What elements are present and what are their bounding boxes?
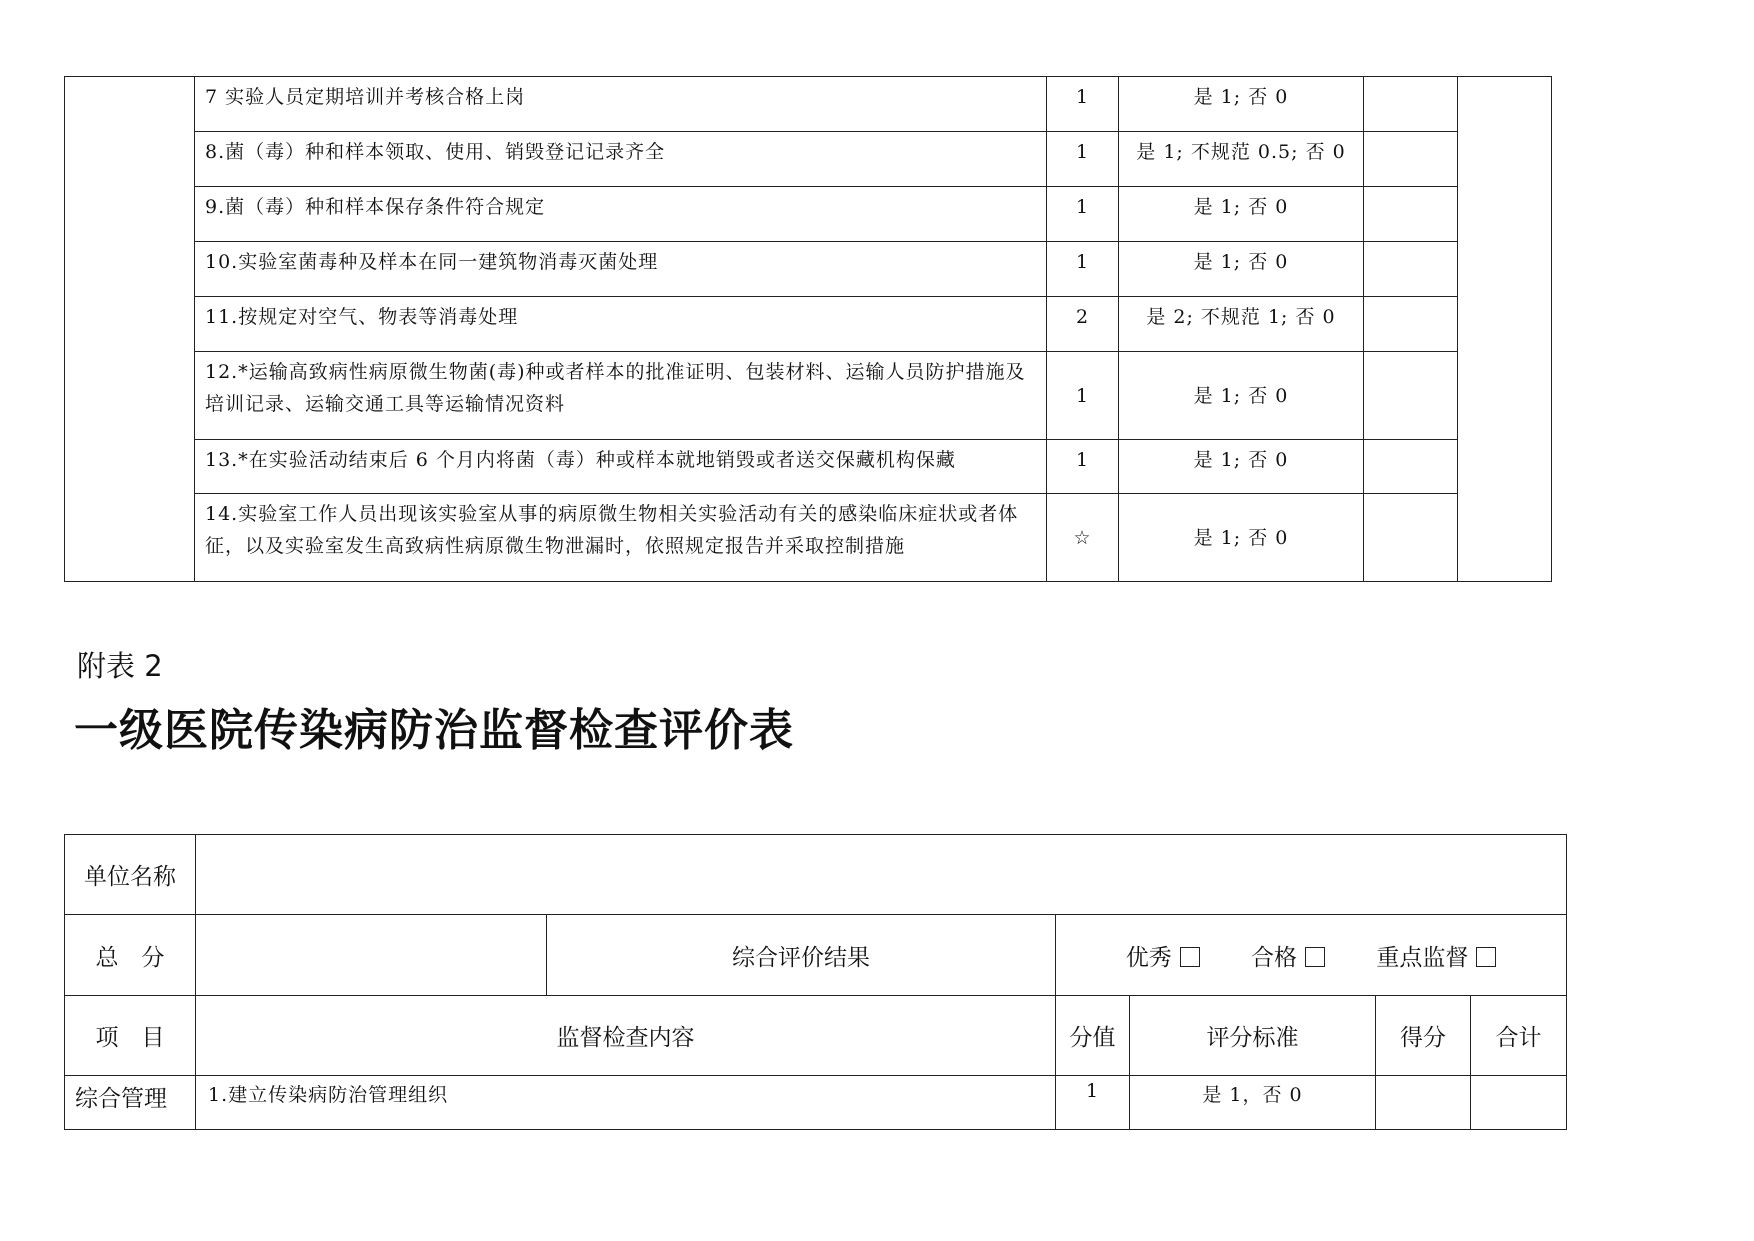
item-content: 14.实验室工作人员出现该实验室从事的病原微生物相关实验活动有关的感染临床症状或者体征，以及实验室发生高致病性病原微生物泄漏时，依照规定报告并采取控制措施 [195, 494, 1047, 582]
continued-inspection-table [64, 76, 1552, 582]
item-content: 8.菌（毒）种和样本领取、使用、销毁登记记录齐全 [195, 132, 1047, 187]
item-content: 13.*在实验活动结束后 6 个月内将菌（毒）种或样本就地销毁或者送交保藏机构保藏 [195, 440, 1047, 494]
checkbox-excellent[interactable] [1180, 947, 1200, 967]
form-title: 一级医院传染病防治监督检查评价表 [74, 705, 794, 756]
option-qualified-label: 合格 [1251, 944, 1298, 971]
item-content: 10.实验室菌毒种及样本在同一建筑物消毒灭菌处理 [195, 242, 1047, 297]
option-excellent[interactable] [1126, 939, 1200, 972]
header-sum: 合计 [1471, 996, 1567, 1076]
item-content: 12.*运输高致病性病原微生物菌(毒)种或者样本的批准证明、包装材料、运输人员防护措施及培训记录、运输交通工具等运输情况资料 [195, 352, 1047, 440]
evaluation-result-label: 综合评价结果 [547, 915, 1056, 996]
score-value: 1 [1047, 187, 1119, 242]
item-content: 9.菌（毒）种和样本保存条件符合规定 [195, 187, 1047, 242]
score-value: 1 [1047, 242, 1119, 297]
scoring-standard: 是 1; 否 0 [1119, 187, 1364, 242]
unit-name-field[interactable] [196, 835, 1567, 915]
total-score-field[interactable] [196, 915, 547, 996]
item-content: 7 实验人员定期培训并考核合格上岗 [195, 77, 1047, 132]
checkbox-qualified[interactable] [1305, 947, 1325, 967]
appendix-label: 附表 2 [77, 649, 163, 683]
header-standard: 评分标准 [1130, 996, 1376, 1076]
score-value: 2 [1047, 297, 1119, 352]
row-got-cell[interactable] [1376, 1076, 1471, 1130]
scoring-standard: 是 1; 否 0 [1119, 352, 1364, 440]
scoring-standard: 是 1; 否 0 [1119, 242, 1364, 297]
scoring-standard: 是 2; 不规范 1; 否 0 [1119, 297, 1364, 352]
total-score-label: 总 分 [65, 915, 196, 996]
scoring-standard: 是 1; 否 0 [1119, 77, 1364, 132]
got-score-cell[interactable] [1364, 297, 1458, 352]
scoring-standard: 是 1; 否 0 [1119, 494, 1364, 582]
score-value: 1 [1047, 352, 1119, 440]
got-score-cell[interactable] [1364, 494, 1458, 582]
row-item: 综合管理 [65, 1076, 196, 1130]
got-score-cell[interactable] [1364, 132, 1458, 187]
item-category-cell [65, 77, 195, 582]
option-key-supervision[interactable] [1376, 939, 1496, 972]
got-score-cell[interactable] [1364, 440, 1458, 494]
score-value: 1 [1047, 132, 1119, 187]
item-content: 11.按规定对空气、物表等消毒处理 [195, 297, 1047, 352]
total-cell[interactable] [1458, 77, 1552, 582]
got-score-cell[interactable] [1364, 242, 1458, 297]
option-qualified[interactable] [1251, 939, 1325, 972]
got-score-cell[interactable] [1364, 352, 1458, 440]
score-value: 1 [1047, 77, 1119, 132]
header-got: 得分 [1376, 996, 1471, 1076]
row-score: 1 [1056, 1076, 1130, 1130]
header-score: 分值 [1056, 996, 1130, 1076]
unit-name-label: 单位名称 [65, 835, 196, 915]
header-content: 监督检查内容 [196, 996, 1056, 1076]
row-content: 1.建立传染病防治管理组织 [196, 1076, 1056, 1130]
row-standard: 是 1，否 0 [1130, 1076, 1376, 1130]
option-key-supervision-label: 重点监督 [1376, 944, 1469, 971]
got-score-cell[interactable] [1364, 77, 1458, 132]
score-value: ☆ [1047, 494, 1119, 582]
hospital-inspection-form-table [64, 834, 1567, 1130]
checkbox-key-supervision[interactable] [1476, 947, 1496, 967]
scoring-standard: 是 1; 不规范 0.5; 否 0 [1119, 132, 1364, 187]
row-sum-cell[interactable] [1471, 1076, 1567, 1130]
header-item: 项 目 [65, 996, 196, 1076]
scoring-standard: 是 1; 否 0 [1119, 440, 1364, 494]
evaluation-options [1056, 915, 1567, 996]
got-score-cell[interactable] [1364, 187, 1458, 242]
option-excellent-label: 优秀 [1125, 944, 1172, 971]
score-value: 1 [1047, 440, 1119, 494]
